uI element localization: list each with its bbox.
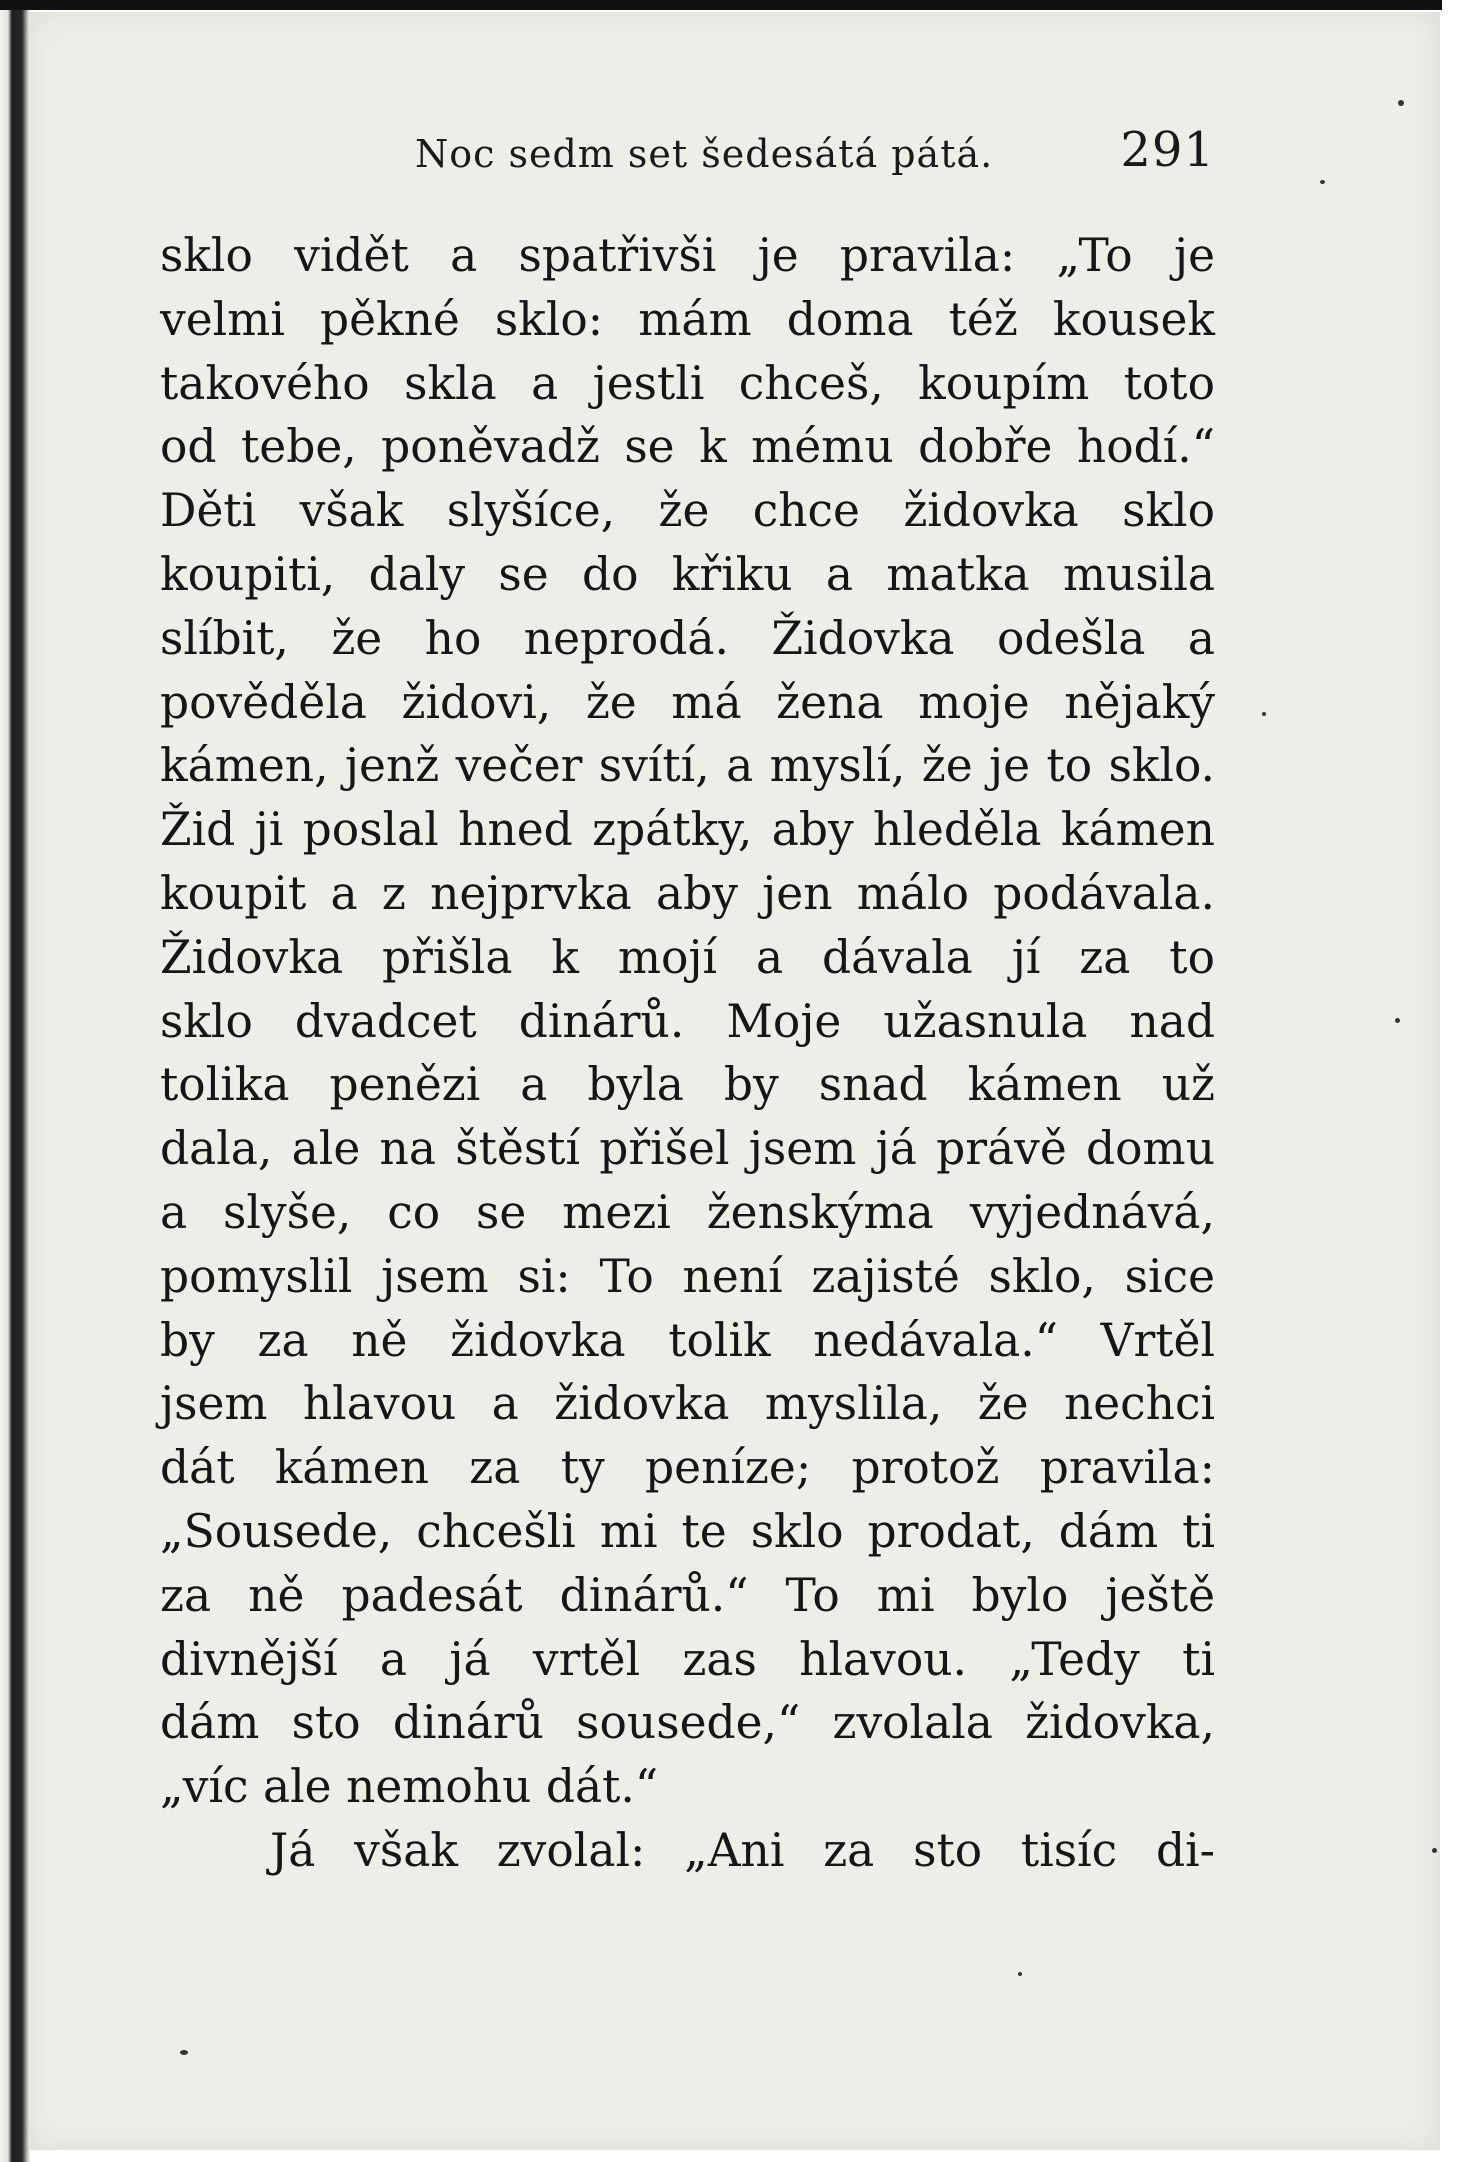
text-line: by za ně židovka tolik nedávala.“ Vrtěl (160, 1313, 1215, 1367)
paper-speck (180, 2050, 188, 2055)
text-line: divnější a já vrtěl zas hlavou. „Tedy ti (160, 1632, 1215, 1686)
text-line: kámen, jenž večer svítí, a myslí, že je to sklo. (160, 739, 1215, 793)
text-line: od tebe, poněvadž se k mému dobře hodí.“ (160, 420, 1215, 474)
text-line: dát kámen za ty peníze; protož pravila: (160, 1441, 1215, 1495)
text-line: sklo dvadcet dinárů. Moje užasnula nad (160, 994, 1215, 1048)
text-line: za ně padesát dinárů.“ To mi bylo ještě (160, 1568, 1215, 1622)
page-number: 291 (1120, 122, 1215, 178)
text-line: a slyše, co se mezi ženskýma vyjednává, (160, 1185, 1215, 1239)
text-line: koupiti, daly se do křiku a matka musila (160, 547, 1215, 601)
text-line: sklo vidět a spatřivši je pravila: „To je (160, 229, 1215, 282)
text-line: koupit a z nejprvka aby jen málo podávala. (160, 866, 1215, 920)
paper-speck (1320, 180, 1325, 184)
text-line: jsem hlavou a židovka myslila, že nechci (160, 1377, 1215, 1431)
text-line: pomyslil jsem si: To není zajisté sklo, sice (160, 1249, 1215, 1303)
text-line: pověděla židovi, že má žena moje nějaký (160, 675, 1215, 729)
paper-speck (1398, 100, 1404, 106)
book-binding-edge (0, 0, 30, 2162)
top-edge-shadow (0, 0, 1472, 10)
text-line: Židovka přišla k mojí a dávala jí za to (160, 930, 1215, 984)
text-line: dám sto dinárů sousede,“ zvolala židovka, (160, 1696, 1215, 1750)
right-margin (1442, 0, 1472, 2162)
text-line: takového skla a jestli chceš, koupím toto (160, 356, 1215, 410)
page-header (160, 120, 1215, 190)
paper-speck (1262, 712, 1266, 716)
text-line: velmi pěkné sklo: mám doma též kousek (160, 292, 1215, 346)
text-line: dala, ale na štěstí přišel jsem já právě domu (160, 1122, 1215, 1176)
text-line: Žid ji poslal hned zpátky, aby hleděla kámen (160, 803, 1215, 857)
paper-speck (1432, 1848, 1437, 1853)
text-line: tolika penězi a byla by snad kámen už (160, 1058, 1215, 1112)
running-head: Noc sedm set šedesátá pátá. (415, 132, 994, 176)
text-line: slíbit, že ho neprodá. Židovka odešla a (160, 611, 1215, 665)
paper-speck (1395, 1018, 1400, 1023)
text-line: „víc ale nemohu dát.“ (160, 1760, 659, 1814)
paper-speck (1018, 1972, 1022, 1976)
text-line: Já však zvolal: „Ani za sto tisíc di- (270, 1823, 1215, 1877)
text-line: „Sousede, chcešli mi te sklo prodat, dám ti (160, 1504, 1215, 1558)
text-line: Děti však slyšíce, že chce židovka sklo (160, 484, 1215, 538)
body-text (160, 224, 1215, 1883)
